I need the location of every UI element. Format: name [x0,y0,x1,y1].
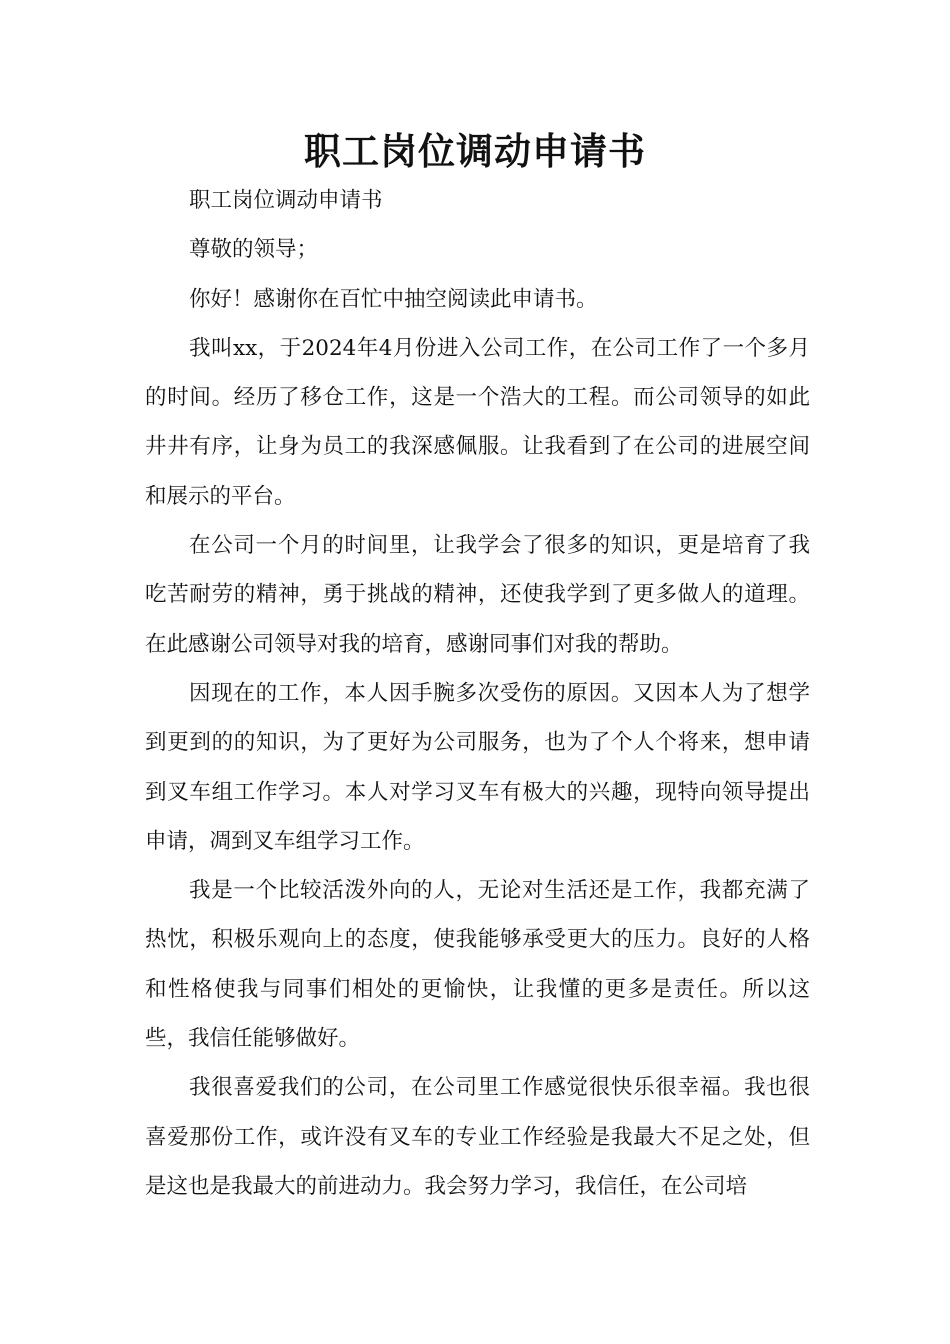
document-body [145,176,810,1211]
body-paragraph: 在公司一个月的时间里，让我学会了很多的知识，更是培育了我吃苦耐劳的精神，勇于挑战的精神，还使我学到了更多做人的道理。在此感谢公司领导对我的培育，感谢同事们对我的帮助。 [145,533,810,657]
salutation-paragraph: 尊敬的领导； [189,237,319,263]
subtitle-paragraph: 职工岗位调动申请书 [189,188,383,213]
body-paragraph: 我叫xx，于2024年4月份进入公司工作，在公司工作了一个多月的时间。经历了移仓工作，这是一个浩大的工程。而公司领导的如此井井有序，让身为员工的我深感佩服。让我看到了在公司的进展空间和展示的平台。 [145,335,810,509]
body-paragraph: 我是一个比较活泼外向的人，无论对生活还是工作，我都充满了热忱，积极乐观向上的态度，使我能够承受更大的压力。良好的人格和性格使我与同事们相处的更愉快，让我懂的更多是责任。所以这些，我信任能够做好。 [145,878,810,1052]
greeting-paragraph: 你好！感谢你在百忙中抽空阅读此申请书。 [189,286,598,312]
body-paragraph: 我很喜爱我们的公司，在公司里工作感觉很快乐很幸福。我也很喜爱那份工作，或许没有叉车的专业工作经验是我最大不足之处，但是这也是我最大的前进动力。我会努力学习，我信任，在公司培 [145,1075,810,1199]
document-title: 职工岗位调动申请书 [304,130,646,173]
body-paragraph: 因现在的工作，本人因手腕多次受伤的原因。又因本人为了想学到更到的的知识，为了更好为公司服务，也为了个人个将来，想申请到叉车组工作学习。本人对学习叉车有极大的兴趣，现特向领导提出申请，凋到叉车组学习工作。 [145,680,810,854]
